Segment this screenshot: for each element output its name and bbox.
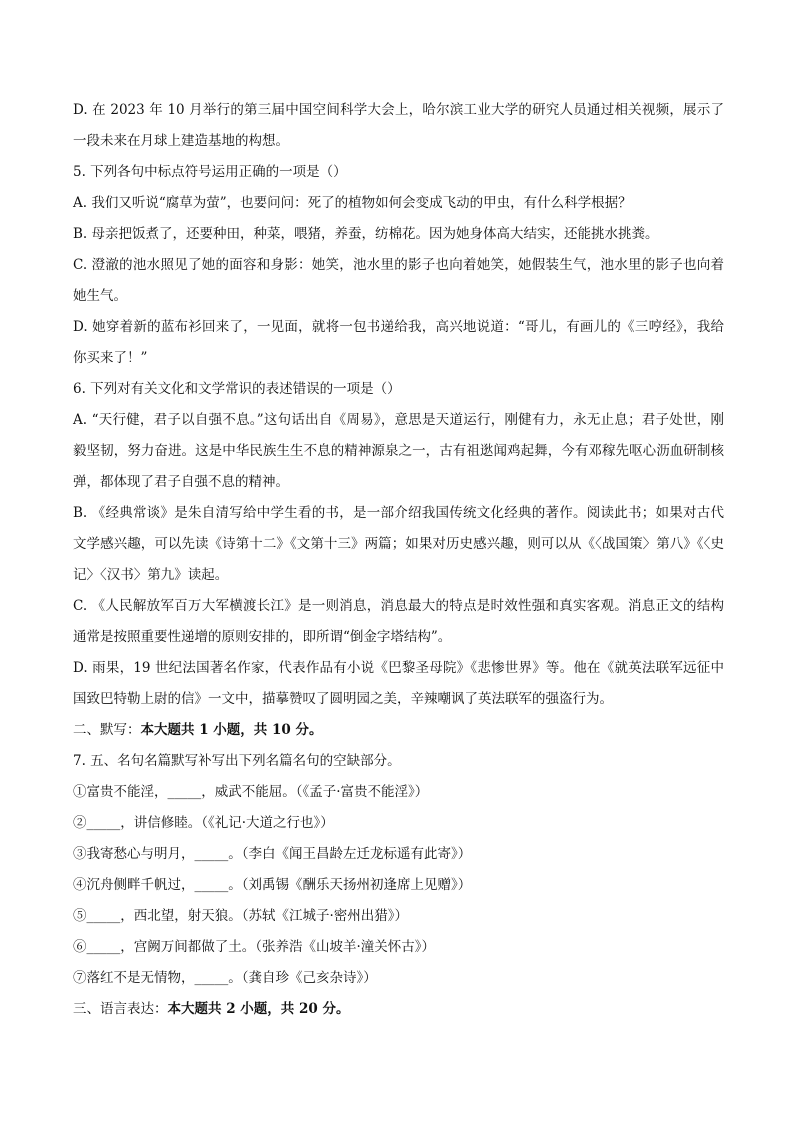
fill-item-1: ①富贵不能淫，_____，威武不能屈。（《孟子·富贵不能淫》） [73, 784, 429, 800]
fill-item-5: ⑤_____，西北望，射天狼。（苏轼《江城子·密州出猎》） [73, 908, 409, 924]
question-5-stem: 5. 下列各句中标点符号运用正确的一项是（） [73, 164, 347, 180]
fill-item-3: ③我寄愁心与明月，_____。（李白《闻王昌龄左迁龙标遥有此寄》） [73, 846, 472, 862]
fill-item-7: ⑦落红不是无情物，_____。（龚自珍《己亥杂诗》） [73, 970, 377, 986]
question-5-option-a: A. 我们又听说“腐草为萤”，也要问问：死了的植物如何会变成飞动的甲虫，有什么科学根据？ [73, 195, 632, 211]
section-3-body: 本大题共 2 小题，共 20 分。 [167, 1001, 350, 1017]
fill-item-2: ②_____，讲信修睦。（《礼记·大道之行也》） [73, 815, 334, 831]
question-5-option-c: C. 澄澈的池水照见了她的面容和身影：她笑，池水里的影子也向着她笑，她假装生气，池水里的影子也向着她生气。 [73, 257, 724, 304]
section-2-body: 本大题共 1 小题，共 10 分。 [140, 722, 323, 738]
question-6-option-b: B. 《经典常谈》是朱自清写给中学生看的书，是一部介绍我国传统文化经典的著作。阅读此书；如果对古代文学感兴趣，可以先读《诗第十二》《文第十三》两篇；如果对历史感兴趣，则可以从《〈战国策〉第八》《〈史记〉〈汉书〉第九》读起。 [73, 505, 724, 583]
question-6-option-d: D. 雨果，19 世纪法国著名作家，代表作品有小说《巴黎圣母院》《悲惨世界》等。他在《就英法联军远征中国致巴特勒上尉的信》一文中，描摹赞叹了圆明园之美，辛辣嘲讽了英法联军的强盗行为。 [73, 660, 724, 707]
section-2-heading [73, 715, 724, 746]
option-4d-paragraph: D. 在 2023 年 10 月举行的第三届中国空间科学大会上，哈尔滨工业大学的研究人员通过相关视频，展示了一段未来在月球上建造基地的构想。 [73, 102, 724, 149]
question-6-option-a: A. “天行健，君子以自强不息。”这句话出自《周易》，意思是天道运行，刚健有力，永无止息；君子处世，刚毅坚韧，努力奋进。这是中华民族生生不息的精神源泉之一，古有祖逖闻鸡起舞，今有邓稼先呕心沥血研制核弹，都体现了君子自强不息的精神。 [73, 412, 724, 490]
fill-item-6: ⑥_____，宫阙万间都做了土。（张养浩《山坡羊·潼关怀古》） [73, 939, 436, 955]
fill-item-4: ④沉舟侧畔千帆过，_____。（刘禹锡《酬乐天扬州初逢席上见赠》） [73, 877, 472, 893]
question-6-option-c: C. 《人民解放军百万大军横渡长江》是一则消息，消息最大的特点是时效性强和真实客观。消息正文的结构通常是按照重要性递增的原则安排的，即所谓“倒金字塔结构”。 [73, 598, 724, 645]
question-5-option-d: D. 她穿着新的蓝布衫回来了，一见面，就将一包书递给我，高兴地说道：“哥儿，有画儿的《三哼经》，我给你买来了！” [73, 319, 724, 366]
section-3-heading [73, 994, 724, 1025]
question-7-stem: 7. 五、名句名篇默写补写出下列名篇名句的空缺部分。 [73, 753, 401, 769]
question-6-stem: 6. 下列对有关文化和文学常识的表述错误的一项是（） [73, 381, 401, 397]
question-5-option-b: B. 母亲把饭煮了，还要种田，种菜，喂猪，养蚕，纺棉花。因为她身体高大结实，还能挑水挑粪。 [73, 226, 659, 242]
section-3-prefix: 三、语言表达： [73, 1001, 168, 1017]
section-2-prefix: 二、默写： [73, 722, 141, 738]
